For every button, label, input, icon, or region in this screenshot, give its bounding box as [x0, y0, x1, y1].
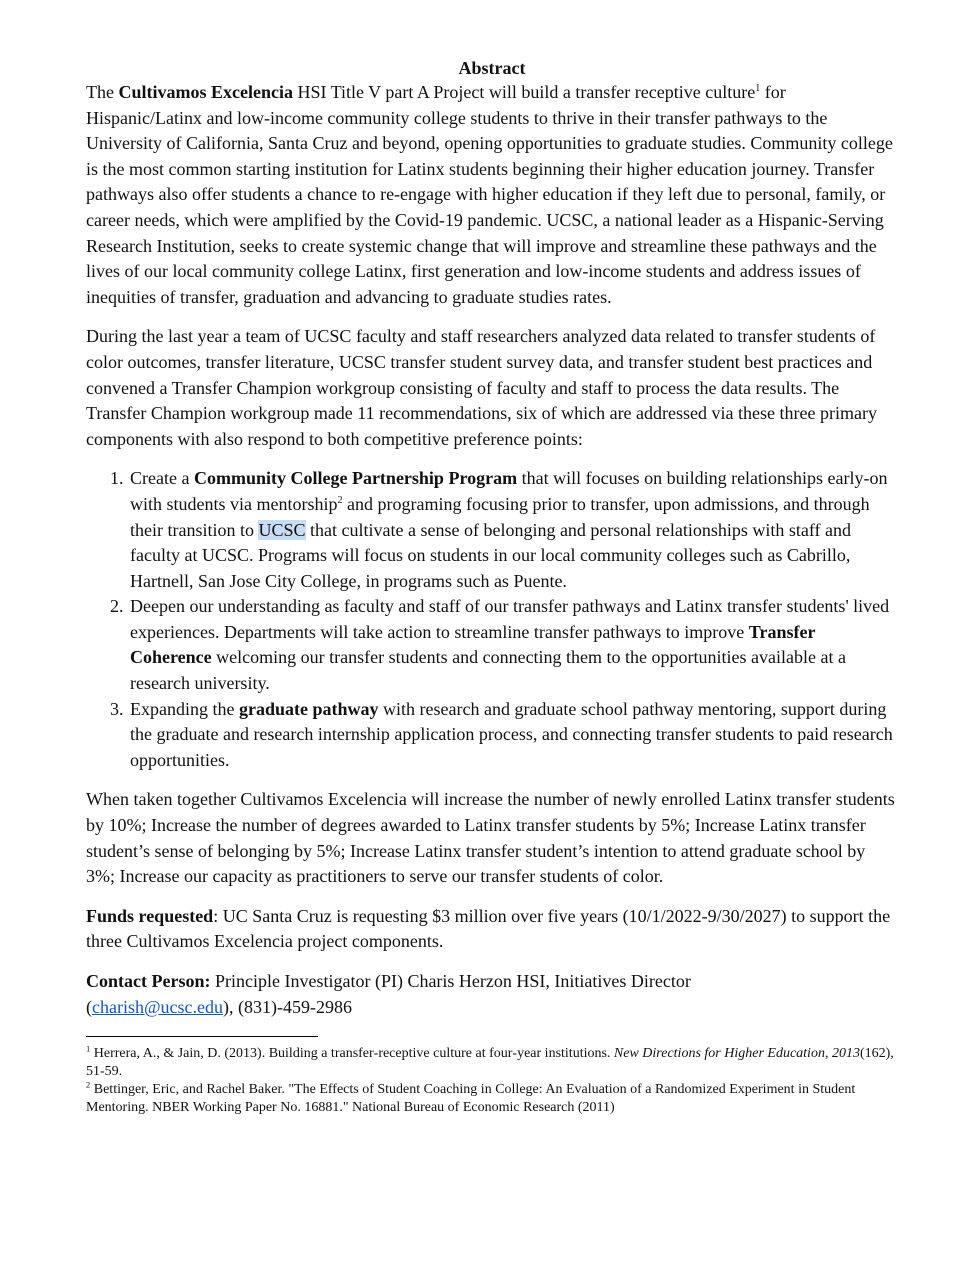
text-run: Deepen our understanding as faculty and staff of our transfer pathways and Latinx transfer students' lived experiences. Departments will take action to streamline transfer pathways to improve [130, 596, 890, 642]
text-run: HSI Title V part A Project will build a transfer receptive culture [292, 82, 756, 102]
components-list [86, 466, 898, 773]
list-item [128, 697, 898, 774]
outcomes-paragraph: When taken together Cultivamos Excelencia will increase the number of newly enrolled Latinx transfer students by 10%; Increase the number of degrees awarded to Latinx transfer students by 5%; Increase Latinx transfer student’s sense of belonging by 5%; Increase Latinx transfer student’s intention to attend graduate school by 3%; Increase our capacity as practitioners to serve our transfer students of color. [86, 789, 895, 887]
component-name: Transfer Coherence [130, 621, 816, 668]
journal-name: New Directions for Higher Education [613, 1046, 825, 1062]
text-run: that cultivate a sense of belonging and personal relationships with staff and faculty at UCSC. Programs will focus on students in our local community colleges such as Cabrillo, Hartnell, San Jose City College, in programs such as Puente. [130, 519, 852, 591]
text-run: Expanding the [130, 698, 239, 719]
component-name: Community College Partnership Program [193, 468, 518, 489]
text-run: (162), 51-59. [86, 1046, 894, 1080]
abstract-heading: Abstract [458, 58, 526, 78]
text-run: and programing focusing prior to transfer, upon admissions, and through their transition to [130, 493, 870, 540]
text-run: , [824, 1046, 832, 1062]
intro-paragraph [86, 80, 898, 310]
text-run: for Hispanic/Latinx and low-income community college students to thrive in their transfer pathways to the University of California, Santa Cruz and beyond, opening opportunities to graduate studies. Community college is the most common starting institution for Latinx students beginning their higher education journey. Transfer pathways also offer students a chance to re-engage with higher education if they left due to personal, family, or career needs, which were amplified by the Covid-19 pandemic. UCSC, a national leader as a Hispanic-Serving Research Institution, seeks to create systemic change that will improve and streamline these pathways and the lives of our local community college Latinx, first generation and low-income students and address issues of inequities of transfer, graduation and advancing to graduate studies rates. [86, 82, 893, 307]
text-run: Bettinger, Eric, and Rachel Baker. "The Effects of Student Coaching in College: An Evaluation of a Randomized Experiment in Student Mentoring. NBER Working Paper No. 16881." National Bureau of Economic Research (2011) [86, 1082, 856, 1116]
funds-paragraph [86, 904, 898, 955]
text-run: ( [86, 996, 92, 1017]
text-run: with research and graduate school pathway mentoring, support during the graduate and research internship application process, and connecting transfer students to paid research opportunities. [130, 698, 893, 770]
text-run: : UC Santa Cruz is requesting $3 million over five years (10/1/2022-9/30/2027) to support the three Cultivamos Excelencia project components. [86, 905, 891, 952]
text-run: welcoming our transfer students and connecting them to the opportunities available at a research university. [130, 647, 846, 694]
footnote-ref-1[interactable]: 1 [755, 83, 761, 94]
footnote-1 [86, 1045, 898, 1081]
funds-label: Funds requested [86, 905, 214, 926]
footnote-divider [86, 1036, 318, 1037]
footnote-marker: 2 [86, 1079, 91, 1090]
text-run: Create a [130, 468, 194, 489]
footnote-marker: 1 [86, 1043, 91, 1054]
text-run: Herrera, A., & Jain, D. (2013). Building a transfer‐receptive culture at four‐year institutions. [90, 1046, 614, 1062]
phone-number: ), (831)-459-2986 [223, 996, 353, 1017]
journal-volume: 2013 [831, 1046, 860, 1062]
selected-text[interactable]: UCSC [258, 519, 306, 540]
text-run: Principle Investigator (PI) Charis Herzon HSI, Initiatives Director [210, 971, 691, 991]
email-link[interactable]: charish@ucsc.edu [92, 996, 224, 1017]
list-item [128, 594, 898, 696]
text-run: that will focuses on building relationships early-on with students via mentorship [130, 468, 888, 514]
contact-label: Contact Person: [86, 971, 211, 991]
list-item [128, 466, 898, 594]
footnote-ref-2[interactable]: 2 [337, 494, 343, 506]
project-name: Cultivamos Excelencia [118, 82, 293, 102]
component-name: graduate pathway [238, 698, 379, 719]
text-run: The [86, 82, 119, 102]
research-paragraph: During the last year a team of UCSC faculty and staff researchers analyzed data related to transfer students of color outcomes, transfer literature, UCSC transfer student survey data, and transfer student best practices and convened a Transfer Champion workgroup consisting of faculty and staff to process the data results. The Transfer Champion workgroup made 11 recommendations, six of which are addressed via these three primary components with also respond to both competitive preference points: [86, 326, 877, 449]
footnote-2 [86, 1081, 898, 1117]
contact-paragraph [86, 969, 898, 1020]
